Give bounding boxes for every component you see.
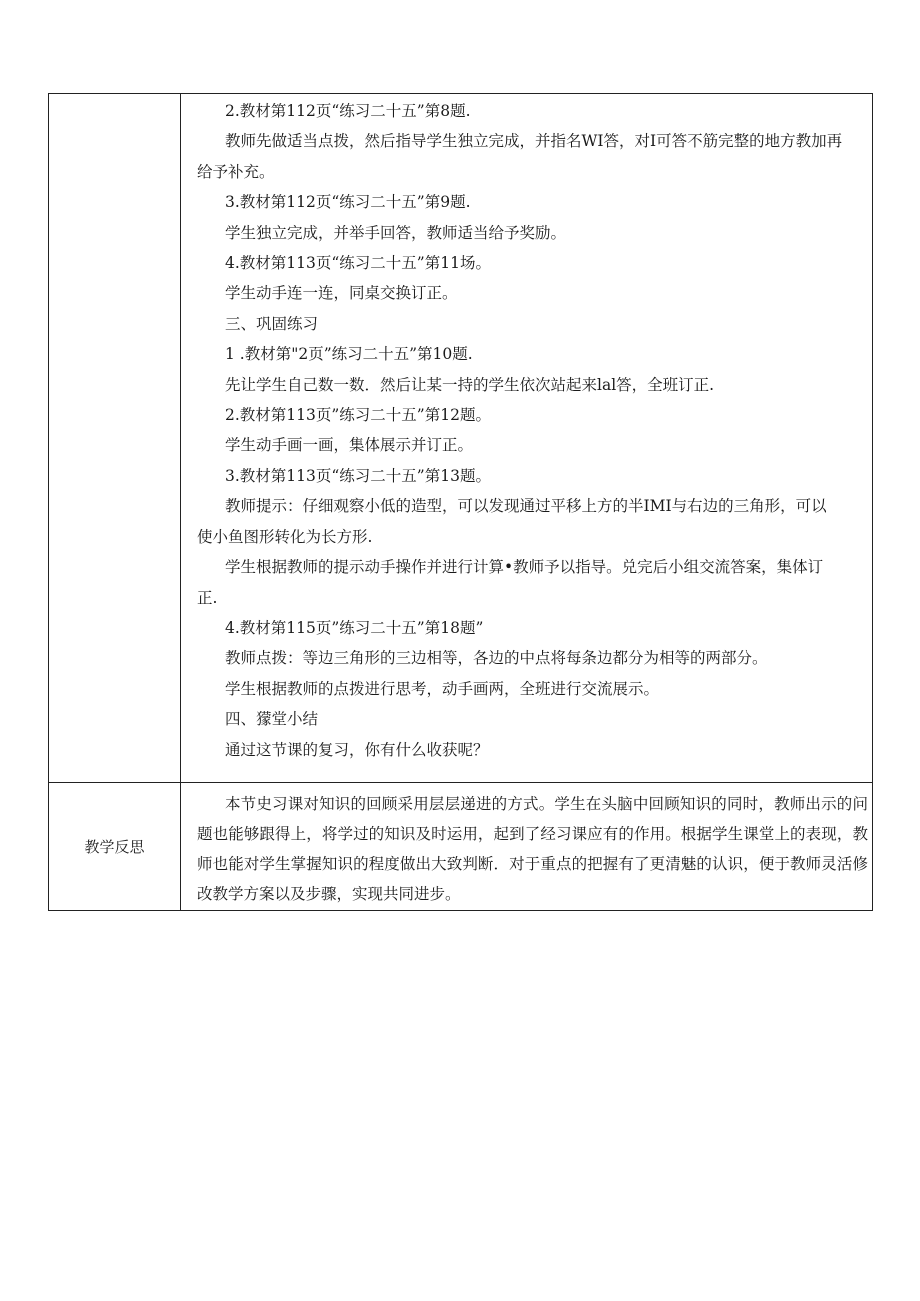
lesson-line: 3.教材第112页“练习二十五”第9题. [225, 193, 471, 212]
lesson-line: 3.教材第113页“练习二十五”第13题。 [225, 466, 491, 485]
procedure-content-cell [181, 94, 873, 783]
reflection-content [181, 783, 872, 909]
reflection-content-cell [181, 783, 873, 911]
reflection-label: 教学反思 [84, 838, 145, 856]
procedure-content [181, 94, 872, 782]
lesson-line: 先让学生自己数一数．然后让某一持的学生依次站起来lal答，全班订正. [225, 375, 715, 394]
reflection-label-cell [49, 783, 181, 911]
lesson-line: 正. [197, 588, 218, 607]
lesson-line: 使小鱼图形转化为长方形. [197, 527, 373, 546]
lesson-line: 学生动手画一画，集体展示并订正。 [225, 436, 474, 455]
lesson-line: 通过这节课的复习，你有什么收获呢？ [225, 740, 489, 759]
lesson-line: 学生独立完成，并举手回答，教师适当给予奖励。 [225, 223, 567, 242]
lesson-line: 学生根据教师的点拨进行思考，动手画两，全班进行交流展示。 [225, 679, 660, 698]
reflection-text: 本节史习课对知识的回顾采用层层递进的方式。学生在头脑中回顾知识的同时，教师出示的问题也能够跟得上，将学过的知识及时运用，起到了经习课应有的作用。根据学生课堂上的表现，教师也能对学生掌握知识的程度做出大致判断．对于重点的把握有了更清魅的认识，便于教师灵活修改教学方案以及步骤，实现共同进步。 [197, 795, 868, 903]
lesson-line: 2.教材第112页“练习二十五”第8题. [225, 102, 471, 120]
reflection-row [49, 783, 873, 911]
lesson-line: 1 .教材第"2页”练习二十五”第10题. [225, 345, 473, 364]
lesson-line: 4.教材第113页“练习二十五”第11场。 [225, 254, 491, 273]
lesson-line: 教师点拨：等边三角形的三边相等，各边的中点将每条边都分为相等的两部分。 [225, 649, 768, 668]
section-heading: 三、巩固练习 [225, 314, 319, 333]
lesson-line: 教师先做适当点拨，然后指导学生独立完成，并指名WI答，对I可答不筋完整的地方教加再 [225, 132, 843, 151]
lesson-line: 4.教材第115页”练习二十五”第18题” [225, 618, 484, 637]
lesson-plan-table [48, 93, 873, 911]
procedure-label-cell [49, 94, 181, 783]
lesson-line: 学生动手连一连，同桌交换订正。 [225, 284, 458, 303]
lesson-line: 2.教材第113页”练习二十五”第12题。 [225, 406, 491, 425]
lesson-line: 学生根据教师的提示动手操作并进行计算•教师予以指导。兑完后小组交流答案，集体订 [225, 558, 824, 577]
lesson-line: 给予补充。 [197, 162, 275, 181]
section-heading: 四、獴堂小结 [225, 710, 319, 729]
lesson-line: 教师提示：仔细观察小低的造型，可以发现通过平移上方的半IMI与右边的三角形，可以 [225, 497, 827, 516]
procedure-row [49, 94, 873, 783]
